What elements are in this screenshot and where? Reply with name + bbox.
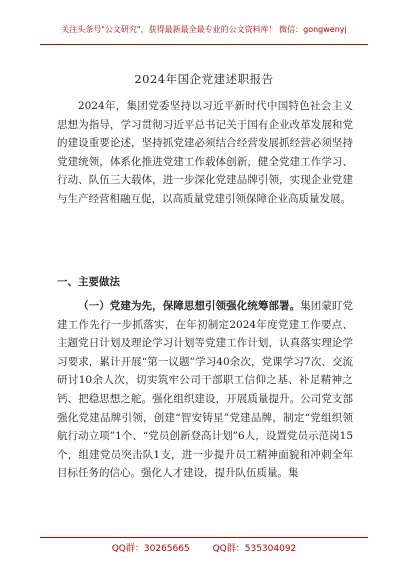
footer-qq-group-2: QQ群：535304092 <box>212 544 297 554</box>
intro-paragraph-text: 2024年，集团党委坚持以习近平新时代中国特色社会主义思想为指导，学习贯彻习近平总书记关于国有企业改革发展和党的建设重要论述，坚持抓党建必须结合经营发展抓经营必须坚持党建统领，体系化推进党建工作载体创新，健全党建工作学习、行动、队伍三大载体，进一步深化党建品牌引领，实现企业党建与生产经营相融互促，以高质量党建引领保障企业高质量发展。 <box>57 100 353 205</box>
section-heading-main-practices: 一、主要做法 <box>57 276 120 288</box>
subsection-body-text: 集团蒙盯党建工作先行一步抓落实，在年初制定2024年度党建工作要点、主题党日计划及理论学习计划等党建工作计划，认真落实理论学习要求，累计开展“第一议题”学习40余次，党课学习7次、交流研讨10余人次，切实筑牢公司干部职工信仰之基、补足精神之钙、把稳思想之舵。强化组织建设，开展质量提升。公司党支部强化党建品牌引领，创建“智安铸星”党建品牌，制定“党组织领航行动立项”1个、“党员创新登高计划”6人，设置党员示范岗15个，组建党员突击队1支，进一步提升员工精神面貌和冲刺全年目标任务的信心。强化人才建设，提升队伍质量。集 <box>57 300 354 480</box>
footer <box>0 541 408 554</box>
footer-divider <box>40 537 368 538</box>
header-note: 关注头条号"公文研究"，获得最新最全最专业的公文资料库！ 微信：gongwenyj <box>61 25 347 34</box>
document-title: 2024年国企党建述职报告 <box>134 72 274 86</box>
intro-paragraph <box>57 97 353 209</box>
header-divider <box>40 44 368 45</box>
footer-qq-group-1: QQ群：30265665 <box>111 544 190 554</box>
subsection-paragraph <box>57 297 353 483</box>
subsection-heading: （一）党建为先，保障思想引领强化统筹部署。 <box>78 300 301 312</box>
